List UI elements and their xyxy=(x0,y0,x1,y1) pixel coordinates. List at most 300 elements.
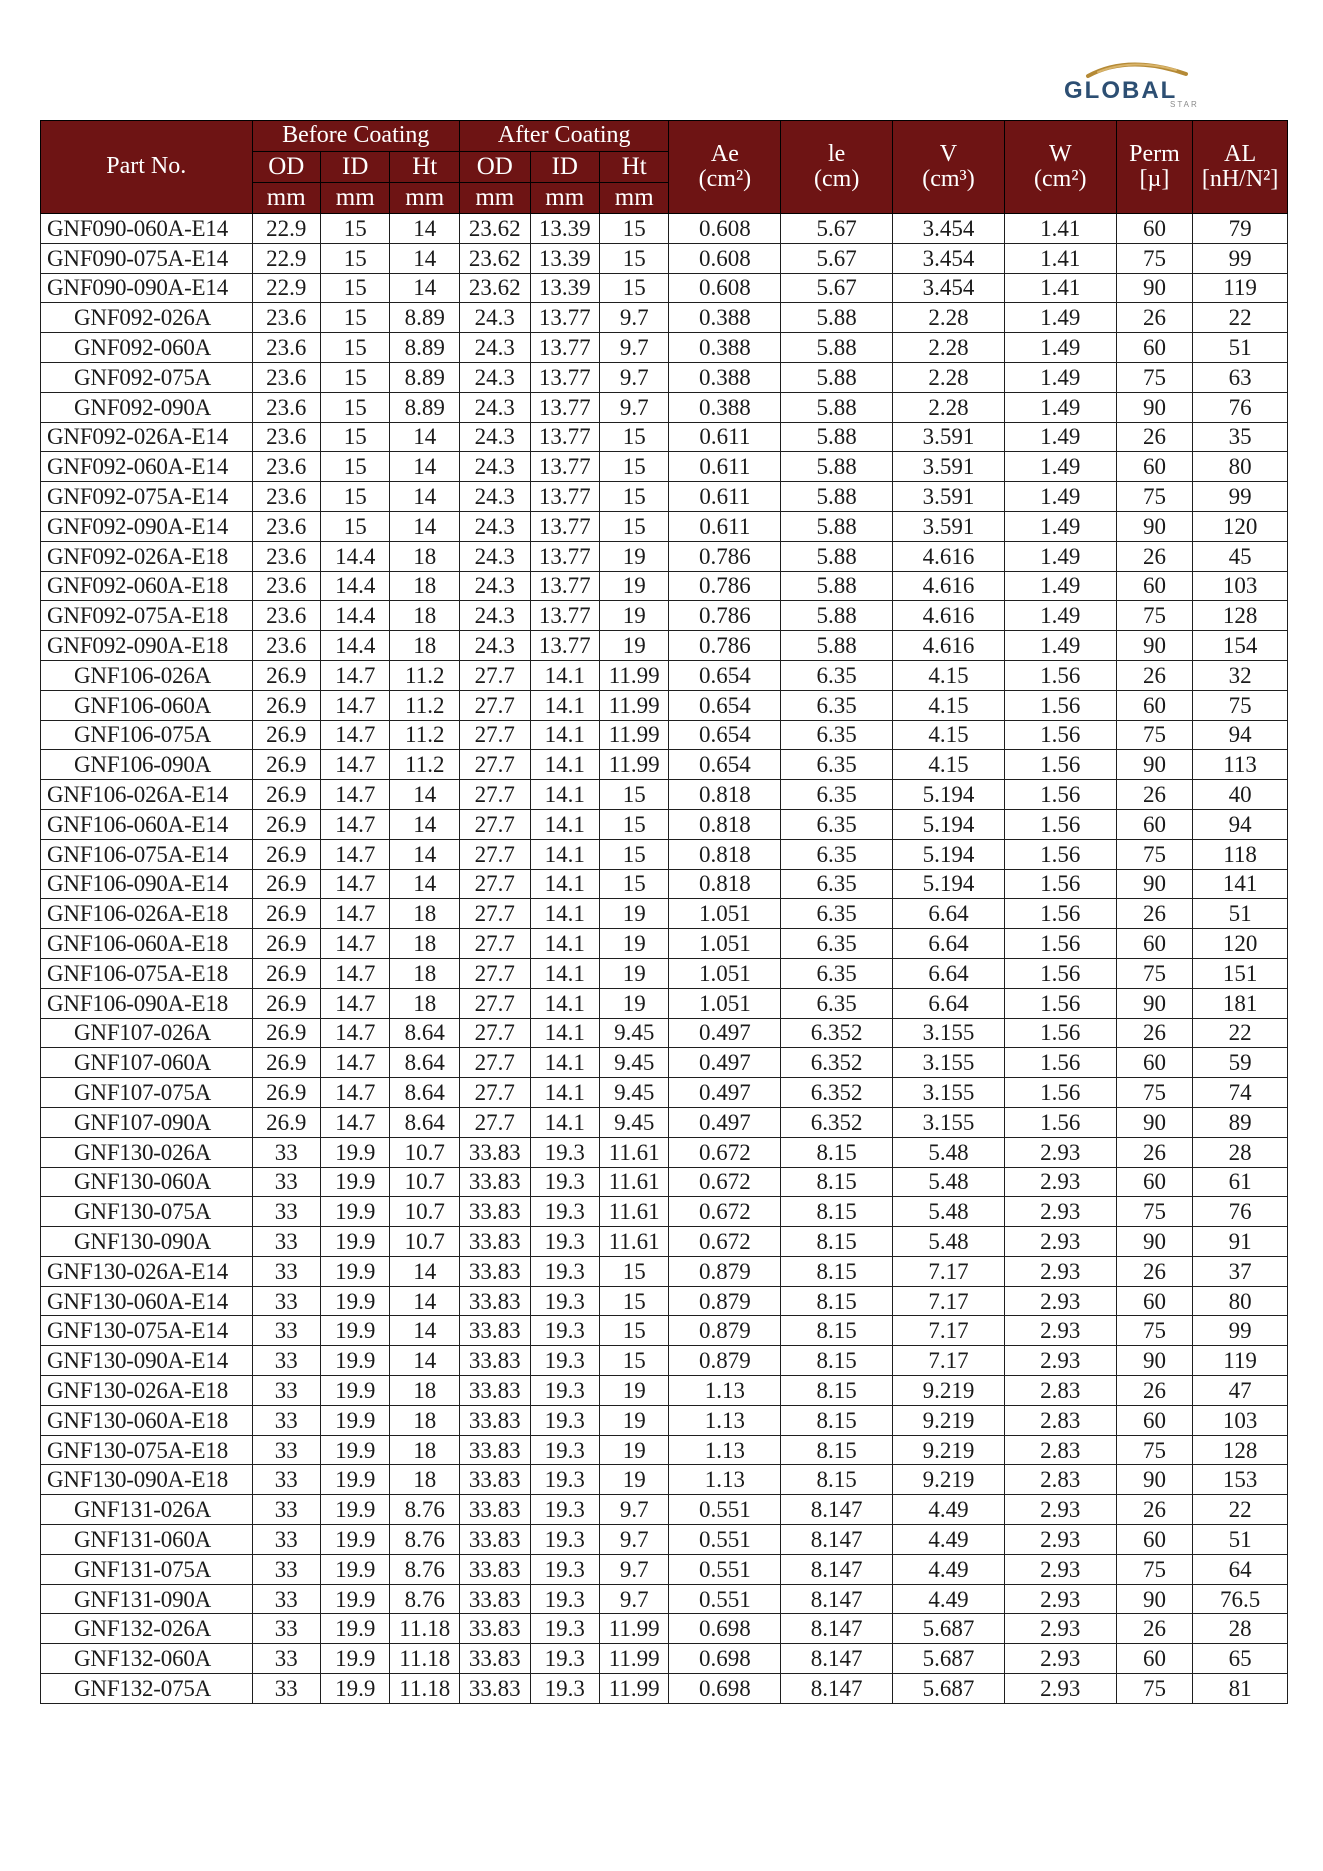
cell-after-id: 13.39 xyxy=(530,214,599,244)
cell-part-no: GNF130-026A-E18 xyxy=(41,1376,253,1406)
cell-perm: 26 xyxy=(1116,660,1193,690)
cell-after-ht: 15 xyxy=(600,511,669,541)
cell-after-ht: 19 xyxy=(600,929,669,959)
cell-part-no: GNF106-090A xyxy=(41,750,253,780)
cell-before-od: 22.9 xyxy=(252,243,320,273)
cell-w: 2.93 xyxy=(1004,1256,1116,1286)
cell-le: 5.88 xyxy=(781,333,893,363)
cell-after-ht: 11.61 xyxy=(600,1227,669,1257)
cell-perm: 75 xyxy=(1116,1197,1193,1227)
cell-before-od: 23.6 xyxy=(252,333,320,363)
cell-before-id: 19.9 xyxy=(321,1137,390,1167)
cell-w: 2.93 xyxy=(1004,1614,1116,1644)
cell-v: 3.155 xyxy=(893,1078,1005,1108)
cell-w: 1.56 xyxy=(1004,750,1116,780)
cell-al: 99 xyxy=(1193,243,1288,273)
cell-le: 8.147 xyxy=(781,1644,893,1674)
cell-le: 6.35 xyxy=(781,988,893,1018)
table-row xyxy=(41,750,1288,780)
table-row xyxy=(41,660,1288,690)
cell-before-id: 14.4 xyxy=(321,571,390,601)
table-row xyxy=(41,1405,1288,1435)
cell-perm: 75 xyxy=(1116,1316,1193,1346)
cell-ae: 0.497 xyxy=(669,1048,781,1078)
cell-v: 5.194 xyxy=(893,839,1005,869)
cell-w: 1.49 xyxy=(1004,333,1116,363)
cell-after-od: 33.83 xyxy=(460,1614,531,1644)
cell-after-od: 27.7 xyxy=(460,780,531,810)
cell-before-id: 19.9 xyxy=(321,1614,390,1644)
cell-after-id: 13.77 xyxy=(530,601,599,631)
cell-ae: 0.608 xyxy=(669,243,781,273)
cell-v: 5.687 xyxy=(893,1614,1005,1644)
cell-before-od: 23.6 xyxy=(252,452,320,482)
cell-after-ht: 19 xyxy=(600,1435,669,1465)
cell-ae: 0.611 xyxy=(669,482,781,512)
cell-after-od: 27.7 xyxy=(460,1048,531,1078)
cell-perm: 90 xyxy=(1116,392,1193,422)
cell-perm: 75 xyxy=(1116,720,1193,750)
cell-v: 6.64 xyxy=(893,958,1005,988)
cell-al: 89 xyxy=(1193,1107,1288,1137)
cell-after-od: 24.3 xyxy=(460,541,531,571)
cell-before-ht: 8.89 xyxy=(390,303,460,333)
cell-al: 51 xyxy=(1193,333,1288,363)
cell-after-ht: 19 xyxy=(600,988,669,1018)
cell-w: 1.41 xyxy=(1004,243,1116,273)
cell-al: 99 xyxy=(1193,482,1288,512)
cell-le: 6.35 xyxy=(781,660,893,690)
cell-w: 2.93 xyxy=(1004,1495,1116,1525)
cell-before-id: 19.9 xyxy=(321,1376,390,1406)
cell-before-ht: 8.89 xyxy=(390,362,460,392)
cell-before-id: 14.7 xyxy=(321,1078,390,1108)
cell-before-id: 19.9 xyxy=(321,1405,390,1435)
cell-after-od: 33.83 xyxy=(460,1376,531,1406)
cell-part-no: GNF132-060A xyxy=(41,1644,253,1674)
cell-w: 2.93 xyxy=(1004,1554,1116,1584)
cell-before-ht: 14 xyxy=(390,452,460,482)
cell-w: 1.56 xyxy=(1004,839,1116,869)
cell-v: 3.454 xyxy=(893,273,1005,303)
cell-w: 2.83 xyxy=(1004,1465,1116,1495)
cell-perm: 60 xyxy=(1116,452,1193,482)
cell-perm: 26 xyxy=(1116,303,1193,333)
cell-before-id: 19.9 xyxy=(321,1346,390,1376)
cell-le: 5.67 xyxy=(781,243,893,273)
cell-before-id: 15 xyxy=(321,482,390,512)
cell-ae: 1.051 xyxy=(669,899,781,929)
cell-w: 1.56 xyxy=(1004,988,1116,1018)
cell-part-no: GNF092-060A-E14 xyxy=(41,452,253,482)
cell-v: 5.194 xyxy=(893,869,1005,899)
cell-after-ht: 11.99 xyxy=(600,1644,669,1674)
cell-before-ht: 8.64 xyxy=(390,1078,460,1108)
cell-ae: 0.818 xyxy=(669,809,781,839)
cell-after-ht: 15 xyxy=(600,1316,669,1346)
cell-part-no: GNF130-026A-E14 xyxy=(41,1256,253,1286)
cell-le: 8.15 xyxy=(781,1227,893,1257)
cell-le: 5.67 xyxy=(781,273,893,303)
cell-al: 61 xyxy=(1193,1167,1288,1197)
cell-before-id: 19.9 xyxy=(321,1227,390,1257)
cell-part-no: GNF130-090A-E18 xyxy=(41,1465,253,1495)
cell-v: 9.219 xyxy=(893,1465,1005,1495)
cell-before-id: 15 xyxy=(321,273,390,303)
cell-after-od: 33.83 xyxy=(460,1435,531,1465)
cell-ae: 0.879 xyxy=(669,1346,781,1376)
header-le: le (cm) xyxy=(781,121,893,214)
cell-ae: 0.388 xyxy=(669,392,781,422)
cell-al: 35 xyxy=(1193,422,1288,452)
cell-w: 1.49 xyxy=(1004,452,1116,482)
cell-before-od: 26.9 xyxy=(252,988,320,1018)
cell-v: 3.454 xyxy=(893,214,1005,244)
cell-ae: 0.611 xyxy=(669,452,781,482)
cell-after-od: 27.7 xyxy=(460,750,531,780)
header-after-id: ID xyxy=(530,152,599,183)
cell-w: 2.93 xyxy=(1004,1227,1116,1257)
cell-le: 5.88 xyxy=(781,631,893,661)
cell-le: 6.35 xyxy=(781,839,893,869)
cell-w: 1.56 xyxy=(1004,780,1116,810)
cell-al: 65 xyxy=(1193,1644,1288,1674)
cell-v: 7.17 xyxy=(893,1256,1005,1286)
cell-le: 8.15 xyxy=(781,1405,893,1435)
cell-al: 64 xyxy=(1193,1554,1288,1584)
cell-v: 3.155 xyxy=(893,1048,1005,1078)
cell-al: 99 xyxy=(1193,1316,1288,1346)
cell-after-od: 33.83 xyxy=(460,1405,531,1435)
cell-al: 22 xyxy=(1193,303,1288,333)
cell-before-od: 33 xyxy=(252,1376,320,1406)
cell-after-od: 24.3 xyxy=(460,452,531,482)
cell-perm: 60 xyxy=(1116,929,1193,959)
cell-perm: 75 xyxy=(1116,1435,1193,1465)
cell-w: 2.93 xyxy=(1004,1197,1116,1227)
logo-subtitle: STAR xyxy=(1170,100,1199,109)
cell-after-od: 27.7 xyxy=(460,869,531,899)
cell-after-od: 23.62 xyxy=(460,273,531,303)
cell-after-ht: 11.99 xyxy=(600,720,669,750)
cell-al: 91 xyxy=(1193,1227,1288,1257)
cell-after-id: 13.77 xyxy=(530,631,599,661)
cell-ae: 1.051 xyxy=(669,988,781,1018)
cell-after-ht: 11.99 xyxy=(600,660,669,690)
cell-after-ht: 15 xyxy=(600,1256,669,1286)
cell-before-id: 14.7 xyxy=(321,958,390,988)
cell-after-od: 27.7 xyxy=(460,839,531,869)
cell-after-ht: 9.7 xyxy=(600,303,669,333)
header-after-coating: After Coating xyxy=(460,121,669,152)
cell-le: 8.147 xyxy=(781,1525,893,1555)
cell-before-od: 33 xyxy=(252,1256,320,1286)
cell-w: 2.93 xyxy=(1004,1525,1116,1555)
table-row xyxy=(41,958,1288,988)
cell-perm: 90 xyxy=(1116,273,1193,303)
table-row xyxy=(41,929,1288,959)
header-unit-mm: mm xyxy=(321,183,390,214)
cell-part-no: GNF092-026A xyxy=(41,303,253,333)
table-row xyxy=(41,1286,1288,1316)
header-v: V (cm³) xyxy=(893,121,1005,214)
cell-ae: 1.13 xyxy=(669,1405,781,1435)
cell-after-ht: 9.45 xyxy=(600,1018,669,1048)
cell-al: 119 xyxy=(1193,273,1288,303)
cell-le: 6.35 xyxy=(781,929,893,959)
cell-perm: 90 xyxy=(1116,988,1193,1018)
cell-after-id: 14.1 xyxy=(530,988,599,1018)
cell-after-ht: 9.7 xyxy=(600,392,669,422)
cell-after-id: 14.1 xyxy=(530,1018,599,1048)
cell-le: 5.88 xyxy=(781,392,893,422)
cell-perm: 90 xyxy=(1116,511,1193,541)
cell-before-od: 33 xyxy=(252,1197,320,1227)
cell-before-od: 33 xyxy=(252,1644,320,1674)
cell-after-ht: 9.7 xyxy=(600,1495,669,1525)
cell-after-ht: 11.99 xyxy=(600,750,669,780)
cell-before-id: 19.9 xyxy=(321,1525,390,1555)
cell-before-od: 33 xyxy=(252,1346,320,1376)
cell-v: 4.49 xyxy=(893,1554,1005,1584)
cell-before-od: 22.9 xyxy=(252,273,320,303)
cell-before-od: 33 xyxy=(252,1465,320,1495)
cell-after-ht: 19 xyxy=(600,571,669,601)
cell-al: 79 xyxy=(1193,214,1288,244)
cell-al: 118 xyxy=(1193,839,1288,869)
cell-before-id: 14.7 xyxy=(321,1048,390,1078)
table-row xyxy=(41,1554,1288,1584)
cell-before-ht: 18 xyxy=(390,958,460,988)
cell-v: 3.591 xyxy=(893,511,1005,541)
cell-after-ht: 15 xyxy=(600,452,669,482)
cell-before-ht: 11.18 xyxy=(390,1674,460,1704)
cell-part-no: GNF130-090A-E14 xyxy=(41,1346,253,1376)
cell-after-ht: 15 xyxy=(600,422,669,452)
cell-after-id: 13.39 xyxy=(530,273,599,303)
cell-le: 5.88 xyxy=(781,482,893,512)
cell-before-id: 19.9 xyxy=(321,1584,390,1614)
cell-w: 1.56 xyxy=(1004,690,1116,720)
cell-before-id: 14.4 xyxy=(321,631,390,661)
cell-after-od: 33.83 xyxy=(460,1554,531,1584)
cell-before-od: 23.6 xyxy=(252,571,320,601)
cell-before-ht: 14 xyxy=(390,809,460,839)
table-body xyxy=(41,214,1288,1704)
cell-before-od: 26.9 xyxy=(252,660,320,690)
cell-after-od: 33.83 xyxy=(460,1495,531,1525)
cell-before-ht: 14 xyxy=(390,1346,460,1376)
logo-wordmark: GLOBAL xyxy=(1064,77,1178,104)
cell-w: 1.49 xyxy=(1004,601,1116,631)
cell-w: 1.41 xyxy=(1004,214,1116,244)
cell-le: 6.35 xyxy=(781,809,893,839)
cell-w: 1.49 xyxy=(1004,392,1116,422)
cell-before-od: 26.9 xyxy=(252,958,320,988)
cell-perm: 26 xyxy=(1116,1376,1193,1406)
cell-v: 5.194 xyxy=(893,780,1005,810)
cell-part-no: GNF107-090A xyxy=(41,1107,253,1137)
cell-after-id: 14.1 xyxy=(530,869,599,899)
cell-after-od: 24.3 xyxy=(460,511,531,541)
cell-le: 6.35 xyxy=(781,720,893,750)
cell-perm: 75 xyxy=(1116,362,1193,392)
cell-w: 1.56 xyxy=(1004,720,1116,750)
cell-perm: 26 xyxy=(1116,1495,1193,1525)
header-after-ht: Ht xyxy=(600,152,669,183)
cell-al: 128 xyxy=(1193,601,1288,631)
cell-v: 7.17 xyxy=(893,1286,1005,1316)
cell-perm: 60 xyxy=(1116,571,1193,601)
cell-before-id: 14.7 xyxy=(321,750,390,780)
cell-before-od: 26.9 xyxy=(252,750,320,780)
cell-perm: 75 xyxy=(1116,958,1193,988)
cell-perm: 75 xyxy=(1116,243,1193,273)
cell-after-id: 19.3 xyxy=(530,1376,599,1406)
cell-before-ht: 8.76 xyxy=(390,1495,460,1525)
cell-before-od: 23.6 xyxy=(252,303,320,333)
cell-perm: 60 xyxy=(1116,1644,1193,1674)
cell-w: 2.93 xyxy=(1004,1167,1116,1197)
cell-before-ht: 11.18 xyxy=(390,1614,460,1644)
cell-part-no: GNF132-075A xyxy=(41,1674,253,1704)
cell-before-od: 33 xyxy=(252,1316,320,1346)
cell-after-od: 33.83 xyxy=(460,1316,531,1346)
cell-part-no: GNF090-090A-E14 xyxy=(41,273,253,303)
cell-le: 6.352 xyxy=(781,1048,893,1078)
cell-part-no: GNF131-075A xyxy=(41,1554,253,1584)
cell-le: 8.15 xyxy=(781,1256,893,1286)
cell-after-od: 24.3 xyxy=(460,303,531,333)
cell-v: 4.49 xyxy=(893,1525,1005,1555)
cell-part-no: GNF107-026A xyxy=(41,1018,253,1048)
cell-perm: 26 xyxy=(1116,1614,1193,1644)
cell-after-id: 19.3 xyxy=(530,1674,599,1704)
cell-before-id: 19.9 xyxy=(321,1554,390,1584)
cell-le: 5.88 xyxy=(781,541,893,571)
cell-after-ht: 19 xyxy=(600,899,669,929)
cell-before-ht: 18 xyxy=(390,541,460,571)
cell-after-id: 14.1 xyxy=(530,958,599,988)
cell-before-od: 33 xyxy=(252,1286,320,1316)
table-row xyxy=(41,571,1288,601)
cell-part-no: GNF106-026A xyxy=(41,660,253,690)
cell-before-id: 19.9 xyxy=(321,1197,390,1227)
cell-after-id: 13.77 xyxy=(530,541,599,571)
cell-after-ht: 19 xyxy=(600,601,669,631)
cell-before-ht: 18 xyxy=(390,1465,460,1495)
cell-ae: 0.608 xyxy=(669,273,781,303)
cell-ae: 0.551 xyxy=(669,1584,781,1614)
cell-after-od: 33.83 xyxy=(460,1644,531,1674)
header-before-ht: Ht xyxy=(390,152,460,183)
cell-after-id: 13.77 xyxy=(530,511,599,541)
cell-part-no: GNF130-026A xyxy=(41,1137,253,1167)
cell-al: 94 xyxy=(1193,720,1288,750)
cell-before-ht: 18 xyxy=(390,988,460,1018)
cell-al: 120 xyxy=(1193,511,1288,541)
table-row xyxy=(41,511,1288,541)
cell-le: 5.88 xyxy=(781,303,893,333)
cell-before-ht: 8.64 xyxy=(390,1107,460,1137)
table-row xyxy=(41,1197,1288,1227)
cell-after-od: 33.83 xyxy=(460,1584,531,1614)
cell-before-od: 26.9 xyxy=(252,929,320,959)
cell-before-od: 26.9 xyxy=(252,1107,320,1137)
cell-w: 2.93 xyxy=(1004,1286,1116,1316)
cell-before-id: 15 xyxy=(321,362,390,392)
cell-al: 80 xyxy=(1193,452,1288,482)
cell-le: 8.15 xyxy=(781,1286,893,1316)
cell-perm: 90 xyxy=(1116,1584,1193,1614)
cell-v: 5.194 xyxy=(893,809,1005,839)
cell-v: 3.155 xyxy=(893,1018,1005,1048)
cell-after-od: 27.7 xyxy=(460,660,531,690)
cell-after-od: 33.83 xyxy=(460,1197,531,1227)
cell-before-ht: 11.18 xyxy=(390,1644,460,1674)
cell-after-id: 19.3 xyxy=(530,1465,599,1495)
cell-perm: 60 xyxy=(1116,690,1193,720)
cell-after-od: 24.3 xyxy=(460,422,531,452)
cell-ae: 0.672 xyxy=(669,1167,781,1197)
cell-le: 8.15 xyxy=(781,1316,893,1346)
cell-le: 5.88 xyxy=(781,362,893,392)
cell-before-od: 33 xyxy=(252,1614,320,1644)
cell-after-od: 23.62 xyxy=(460,243,531,273)
cell-before-ht: 14 xyxy=(390,839,460,869)
cell-before-id: 19.9 xyxy=(321,1167,390,1197)
cell-after-od: 33.83 xyxy=(460,1137,531,1167)
cell-part-no: GNF092-075A xyxy=(41,362,253,392)
cell-w: 1.56 xyxy=(1004,1018,1116,1048)
cell-before-od: 26.9 xyxy=(252,809,320,839)
cell-ae: 0.654 xyxy=(669,720,781,750)
cell-al: 113 xyxy=(1193,750,1288,780)
cell-ae: 0.654 xyxy=(669,660,781,690)
cell-v: 5.687 xyxy=(893,1674,1005,1704)
table-header xyxy=(41,121,1288,214)
cell-before-id: 19.9 xyxy=(321,1256,390,1286)
cell-after-od: 27.7 xyxy=(460,958,531,988)
cell-after-od: 24.3 xyxy=(460,571,531,601)
cell-after-ht: 19 xyxy=(600,1465,669,1495)
cell-le: 6.35 xyxy=(781,899,893,929)
cell-perm: 60 xyxy=(1116,1405,1193,1435)
cell-after-od: 27.7 xyxy=(460,988,531,1018)
cell-before-id: 15 xyxy=(321,511,390,541)
cell-le: 8.147 xyxy=(781,1674,893,1704)
cell-after-ht: 15 xyxy=(600,214,669,244)
cell-perm: 75 xyxy=(1116,839,1193,869)
cell-v: 7.17 xyxy=(893,1346,1005,1376)
cell-al: 141 xyxy=(1193,869,1288,899)
cell-before-ht: 8.89 xyxy=(390,392,460,422)
cell-before-id: 14.7 xyxy=(321,720,390,750)
cell-perm: 26 xyxy=(1116,1256,1193,1286)
cell-part-no: GNF090-075A-E14 xyxy=(41,243,253,273)
table-row xyxy=(41,690,1288,720)
cell-after-id: 19.3 xyxy=(530,1495,599,1525)
header-unit-mm: mm xyxy=(600,183,669,214)
cell-part-no: GNF092-090A-E18 xyxy=(41,631,253,661)
cell-before-ht: 14 xyxy=(390,243,460,273)
table-row xyxy=(41,1316,1288,1346)
cell-before-id: 19.9 xyxy=(321,1644,390,1674)
cell-before-id: 14.7 xyxy=(321,839,390,869)
cell-before-od: 23.6 xyxy=(252,392,320,422)
cell-before-ht: 8.76 xyxy=(390,1525,460,1555)
table-row xyxy=(41,780,1288,810)
